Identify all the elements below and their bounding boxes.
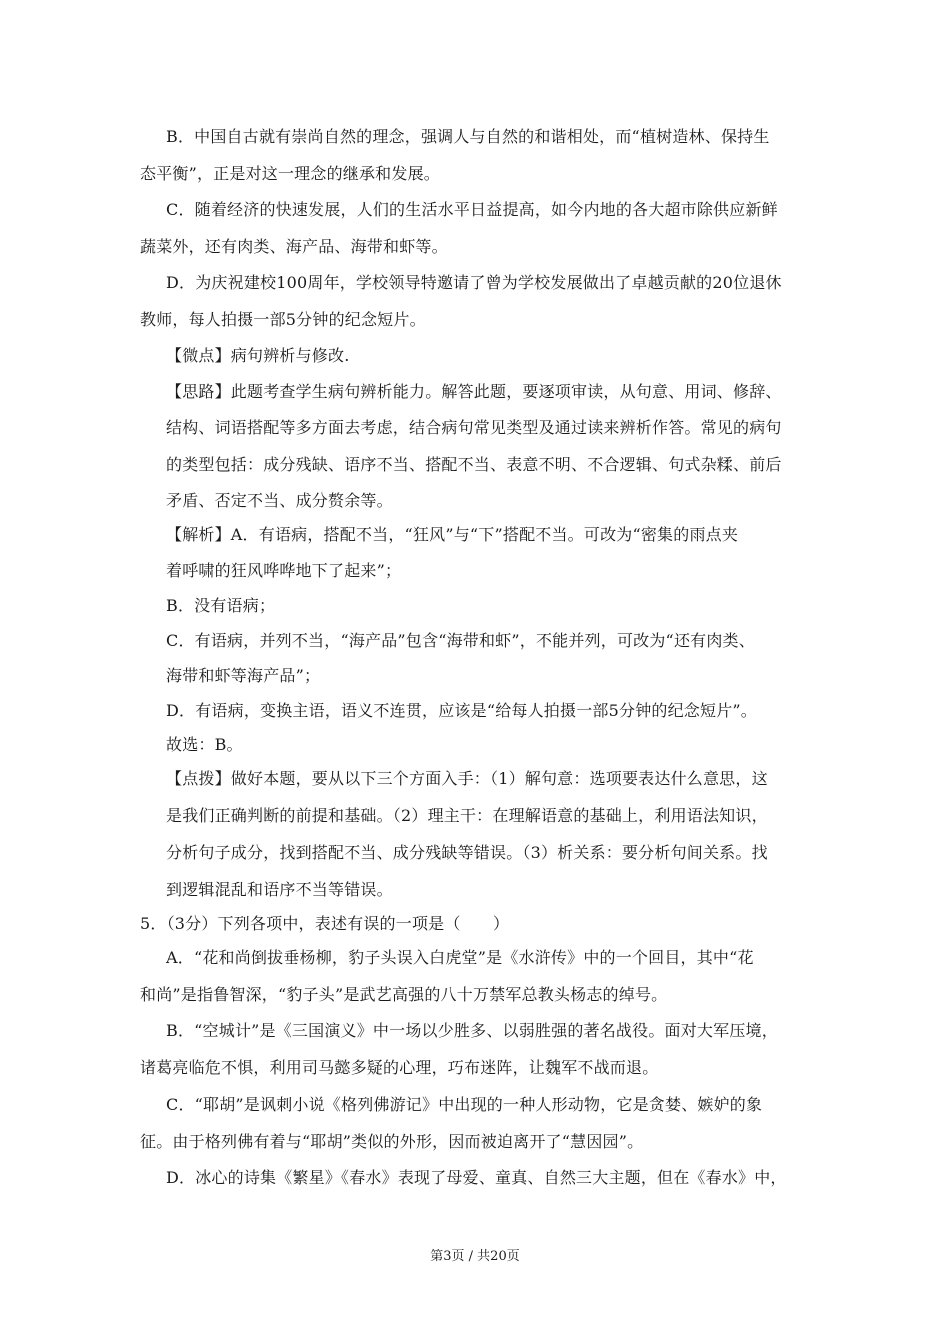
option-b-line-1: B．中国自古就有崇尚自然的理念，强调人与自然的和谐相处，而“植树造林、保持生 — [166, 127, 770, 146]
silu-line-1: 【思路】此题考查学生病句辨析能力。解答此题，要逐项审读，从句意、用词、修辞、 — [166, 382, 782, 401]
option-d-line-1: D．为庆祝建校100周年，学校领导特邀请了曾为学校发展做出了卓越贡献的20位退休 — [166, 273, 782, 292]
silu-line-4: 矛盾、否定不当、成分赘余等。 — [166, 491, 393, 510]
option-b-line-2: 态平衡”，正是对这一理念的继承和发展。 — [140, 164, 440, 183]
q5-option-d-line-1: D．冰心的诗集《繁星》《春水》表现了母爱、童真、自然三大主题，但在《春水》中， — [166, 1168, 787, 1187]
answer-line: 故选：B。 — [166, 735, 243, 754]
option-d-line-2: 教师，每人拍摄一部5分钟的纪念短片。 — [140, 310, 426, 329]
q5-option-c-line-1: C．“耶胡”是讽刺小说《格列佛游记》中出现的一种人形动物，它是贪婪、嫉妒的象 — [166, 1095, 763, 1114]
q5-option-b-line-2: 诸葛亮临危不惧，利用司马懿多疑的心理，巧布迷阵，让魏军不战而退。 — [140, 1058, 659, 1077]
jiexi-d-line: D．有语病，变换主语，语义不连贯，应该是“给每人拍摄一部5分钟的纪念短片”。 — [166, 701, 757, 720]
q5-option-a-line-2: 和尚”是指鲁智深，“豹子头”是武艺高强的八十万禁军总教头杨志的绰号。 — [140, 985, 668, 1004]
q5-option-b-line-1: B．“空城计”是《三国演义》中一场以少胜多、以弱胜强的著名战役。面对大军压境， — [166, 1021, 778, 1040]
dianbo-line-1: 【点拨】做好本题，要从以下三个方面入手：（1）解句意：选项要表达什么意思，这 — [166, 769, 768, 788]
jiexi-line-1: 【解析】A．有语病，搭配不当，“狂风”与“下”搭配不当。可改为“密集的雨点夹 — [166, 525, 739, 544]
jiexi-c-line-1: C．有语病，并列不当，“海产品”包含“海带和虾”，不能并列，可改为“还有肉类、 — [166, 631, 755, 650]
weidian-line: 【微点】病句辨析与修改. — [166, 346, 350, 365]
dianbo-line-2: 是我们正确判断的前提和基础。（2）理主干：在理解语意的基础上，利用语法知识， — [166, 806, 768, 825]
jiexi-b-line: B．没有语病； — [166, 596, 276, 615]
q5-option-a-line-1: A．“花和尚倒拔垂杨柳，豹子头误入白虎堂”是《水浒传》中的一个回目，其中“花 — [166, 948, 754, 967]
dianbo-line-4: 到逻辑混乱和语序不当等错误。 — [166, 880, 393, 899]
option-c-line-2: 蔬菜外，还有肉类、海产品、海带和虾等。 — [140, 237, 448, 256]
silu-line-3: 的类型包括：成分残缺、语序不当、搭配不当、表意不明、不合逻辑、句式杂糅、前后 — [166, 455, 782, 474]
q5-option-c-line-2: 征。由于格列佛有着与“耶胡”类似的外形，因而被迫离开了“慧因园”。 — [140, 1132, 644, 1151]
option-c-line-1: C．随着经济的快速发展，人们的生活水平日益提高，如今内地的各大超市除供应新鲜 — [166, 200, 778, 219]
silu-line-2: 结构、词语搭配等多方面去考虑，结合病句常见类型及通过读来辨析作答。常见的病句 — [166, 418, 782, 437]
dianbo-line-3: 分析句子成分，找到搭配不当、成分残缺等错误。（3）析关系：要分析句间关系。找 — [166, 843, 768, 862]
question-5-stem: 5．（3分）下列各项中，表述有误的一项是（ ） — [140, 914, 510, 933]
jiexi-line-2: 着呼啸的狂风哗哗地下了起来”； — [166, 561, 402, 580]
jiexi-c-line-2: 海带和虾等海产品”； — [166, 666, 321, 685]
page-footer: 第3页 / 共20页 — [430, 1249, 520, 1264]
